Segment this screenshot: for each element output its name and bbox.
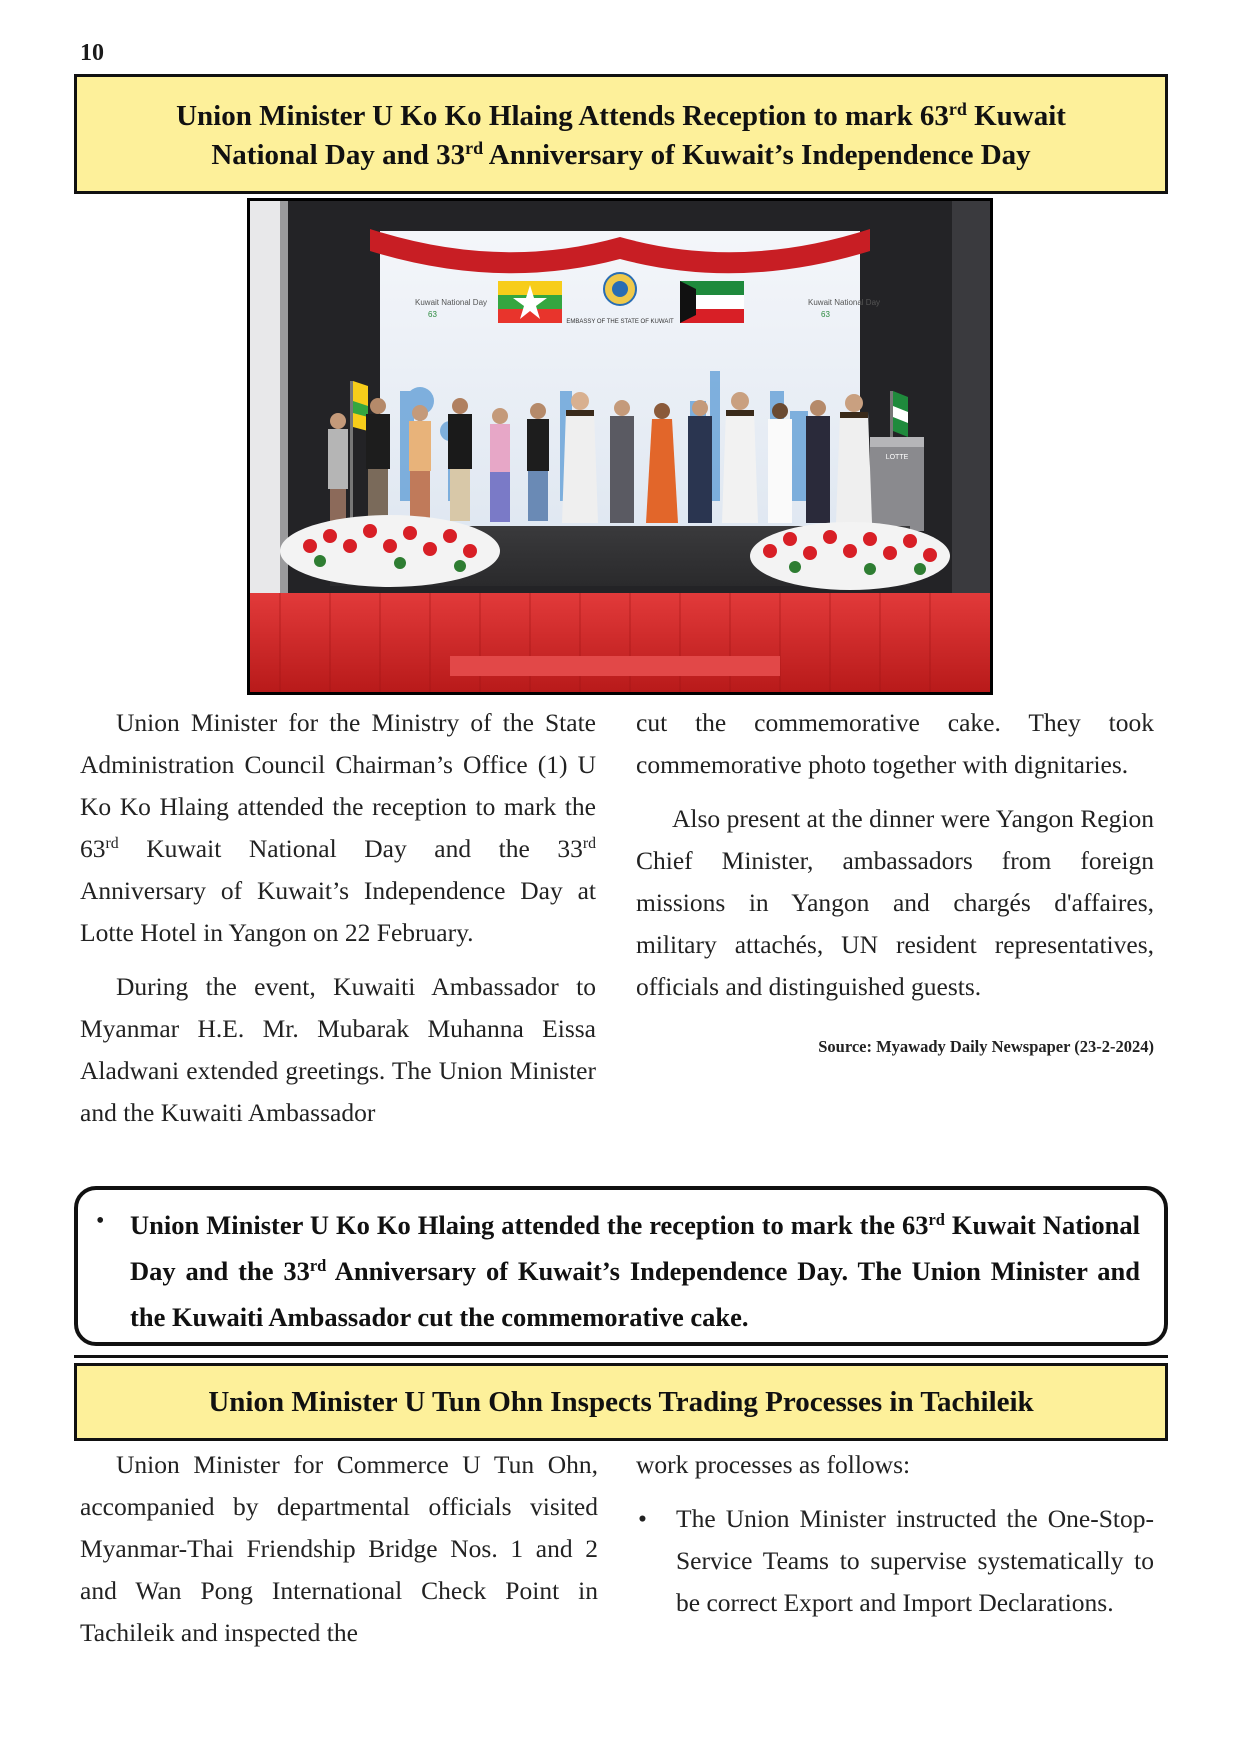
article2-title-banner: Union Minister U Tun Ohn Inspects Trading Processes in Tachileik [74, 1363, 1168, 1441]
article2-left-column [80, 1444, 598, 1666]
bullet-icon: • [96, 1208, 105, 1234]
myanmar-flag-icon [498, 281, 562, 323]
article1-right-column [636, 702, 1154, 1068]
podium-text: LOTTE [885, 454, 909, 461]
section-divider [74, 1355, 1168, 1358]
backdrop-text-right: Kuwait National Day [808, 298, 881, 307]
page-number: 10 [80, 40, 104, 66]
backdrop-num-right: 63 [821, 310, 830, 319]
article-title-line1: Union Minister U Ko Ko Hlaing Attends Reception to mark 63rd Kuwait [176, 99, 1066, 132]
article1-paragraph-2: During the event, Kuwaiti Ambassador to Myanmar H.E. Mr. Mubarak Muhanna Eissa Aladwani extended greetings. The Union Minister and the Kuwaiti Ambassador [80, 972, 596, 1127]
article-title-banner [74, 74, 1168, 194]
flower-arrangement-right [750, 522, 950, 590]
article-title-line2: National Day and 33rd Anniversary of Kuwait’s Independence Day [211, 138, 1031, 171]
article2-paragraph-1: Union Minister for Commerce U Tun Ohn, accompanied by departmental officials visited Myanmar-Thai Friendship Bridge Nos. 1 and 2 and Wan Pong International Check Point in Tachileik and inspected the [80, 1450, 598, 1647]
event-photo [247, 198, 993, 695]
article2-paragraph-2: work processes as follows: [636, 1450, 911, 1479]
source-citation: Source: Myawady Daily Newspaper (23-2-2024) [818, 1037, 1154, 1056]
highlight-text: Union Minister U Ko Ko Hlaing attended the reception to mark the 63rd Kuwait National Day and the 33rd Anniversary of Kuwait’s Independence Day. The Union Minister and the Kuwaiti Ambassador cut the commemorative cake. [130, 1209, 1140, 1332]
article1-paragraph-1: Union Minister for the Ministry of the State Administration Council Chairman’s Office (1) U Ko Ko Hlaing attended the reception to mark the 63rd Kuwait National Day and the 33rd Anniversary of Kuwait’s Independence Day at Lotte Hotel in Yangon on 22 February. [80, 708, 596, 947]
kuwait-flag-icon [680, 281, 744, 323]
article1-paragraph-4: Also present at the dinner were Yangon Region Chief Minister, ambassadors from foreign missions in Yangon and chargés d'affaires, military attachés, UN resident representatives, officials and distinguished guests. [636, 804, 1154, 1001]
article2-right-column [636, 1444, 1154, 1636]
article1-left-column [80, 702, 596, 1146]
article2-bullet-item: • The Union Minister instructed the One-Stop-Service Teams to supervise systematically to be correct Export and Import Declarations. [636, 1498, 1154, 1624]
backdrop-num-left: 63 [428, 310, 437, 319]
flower-arrangement-left [280, 515, 500, 587]
article1-paragraph-3: cut the commemorative cake. They took commemorative photo together with dignitaries. [636, 708, 1154, 779]
bullet-icon: • [638, 1504, 647, 1533]
highlight-summary-box [74, 1186, 1168, 1346]
emblem-caption: EMBASSY OF THE STATE OF KUWAIT [566, 319, 674, 325]
backdrop-text-left: Kuwait National Day [415, 298, 488, 307]
